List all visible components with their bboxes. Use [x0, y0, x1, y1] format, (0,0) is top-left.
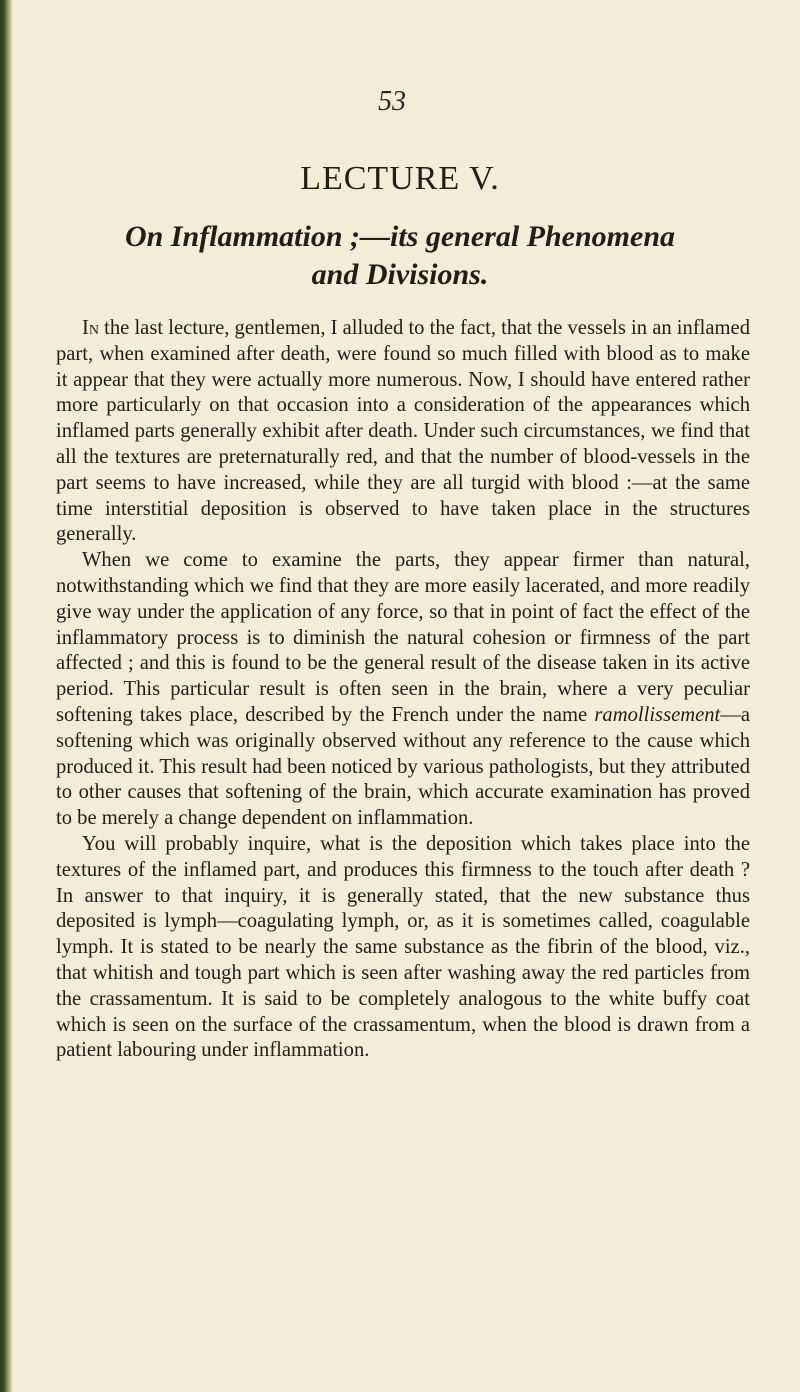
lecture-title: LECTURE V.: [300, 160, 500, 197]
paragraph-1: [56, 316, 750, 548]
paragraph-2-text-before: When we come to examine the parts, they appear firmer than natural, notwithstanding which we find that they are more easily lacerated, and more readily give way under the application of any force, so that in point of fact the effect of the inflammatory process is to diminish the natural cohesion or firmness of the part affected ; and this is found to be the general result of the disease taken in its active period. This particular result is often seen in the brain, where a very peculiar softening takes place, described by the French under the name: [56, 549, 750, 726]
page-number: 53: [378, 86, 406, 117]
book-page: [40, 0, 760, 1392]
book-binding-edge: [0, 0, 12, 1392]
body-text: [56, 316, 750, 1064]
paragraph-2: [56, 548, 750, 832]
paragraph-1-lead: In: [82, 317, 99, 339]
paragraph-3: [56, 832, 750, 1064]
foreign-term: ramollissement: [594, 703, 721, 726]
paragraph-3-text: You will probably inquire, what is the deposition which takes place into the textures of the inflamed part, and produces this firmness to the touch after death ? In answer to that inquiry, it is generally stated, that the new substance thus deposited is lymph—coagulating lymph, or, as it is sometimes called, coagulable lymph. It is stated to be nearly the same substance as the fibrin of the blood, viz., that whitish and tough part which is seen after washing away the red particles from the crassamentum. It is said to be completely analogous to the white buffy coat which is seen on the surface of the crassamentum, when the blood is drawn from a patient labouring under inflammation.: [56, 832, 750, 1062]
lecture-subtitle: On Inflammation ;—its general Phenomena and Divisions.: [124, 220, 676, 291]
paragraph-2-text-after: —a softening which was originally observed without any reference to the cause which produced it. This result had been noticed by various pathologists, but they attributed to other causes that softening of the brain, which accurate examination has proved to be merely a change dependent on inflammation.: [56, 703, 750, 830]
paragraph-1-text: the last lecture, gentlemen, I alluded to the fact, that the vessels in an inflamed part, when examined after death, were found so much filled with blood as to make it appear that they were actually more numerous. Now, I should have entered rather more particularly on that occasion into a consideration of the appearances which inflamed parts generally exhibit after death. Under such circumstances, we find that all the textures are preternaturally red, and that the number of blood-vessels in the part seems to have increased, while they are all turgid with blood :—at the same time interstitial deposition is observed to have taken place in the structures generally.: [56, 317, 750, 546]
